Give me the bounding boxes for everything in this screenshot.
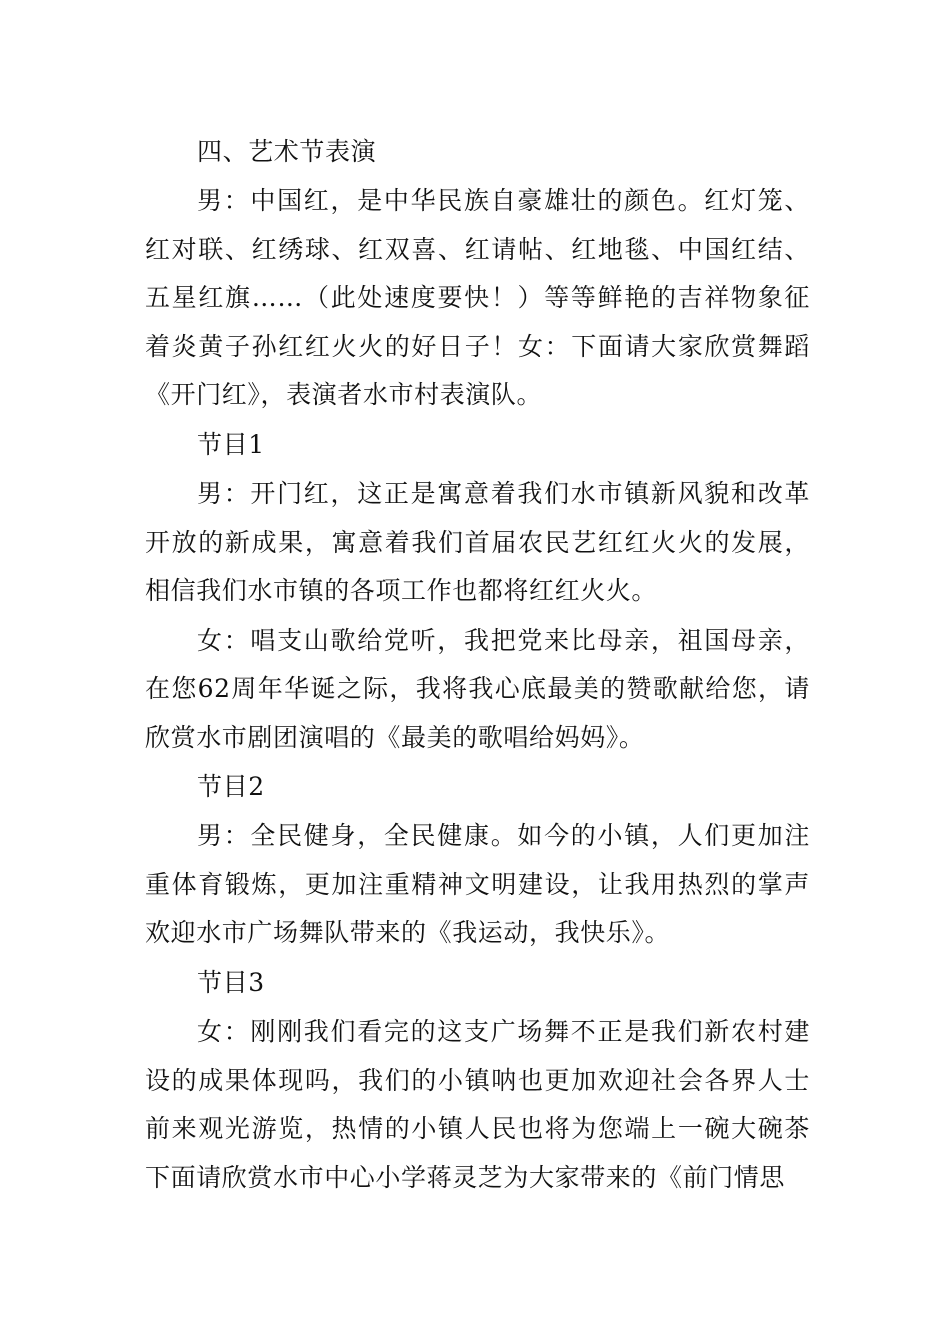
paragraph: 男：中国红，是中华民族自豪雄壮的颜色。红灯笼、红对联、红绣球、红双喜、红请帖、红地毯、中国红结、五星红旗……（此处速度要快！）等等鲜艳的吉祥物象征着炎黄子孙红红火火的好日子！女：下面请大家欣赏舞蹈《开门红》，表演者水市村表演队。 (145, 186, 810, 410)
document-page (145, 128, 810, 1203)
paragraph: 女：唱支山歌给党听，我把党来比母亲，祖国母亲，在您62周年华诞之际，我将我心底最美的赞歌献给您，请欣赏水市剧团演唱的《最美的歌唱给妈妈》。 (145, 625, 810, 752)
program-label: 节目3 (197, 967, 265, 997)
program-label: 节目2 (197, 771, 265, 801)
paragraph: 女：刚刚我们看完的这支广场舞不正是我们新农村建设的成果体现吗，我们的小镇呐也更加欢迎社会各界人士前来观光游览，热情的小镇人民也将为您端上一碗大碗茶下面请欣赏水市中心小学蒋灵芝为大家带来的《前门情思 (145, 1017, 810, 1192)
program-label: 节目1 (197, 429, 265, 459)
paragraph: 男：开门红，这正是寓意着我们水市镇新风貌和改革开放的新成果，寓意着我们首届农民艺红红火火的发展，相信我们水市镇的各项工作也都将红红火火。 (145, 479, 810, 606)
paragraph: 男：全民健身，全民健康。如今的小镇，人们更加注重体育锻炼，更加注重精神文明建设，让我用热烈的掌声欢迎水市广场舞队带来的《我运动，我快乐》。 (145, 821, 810, 948)
section-heading: 四、艺术节表演 (197, 137, 377, 166)
